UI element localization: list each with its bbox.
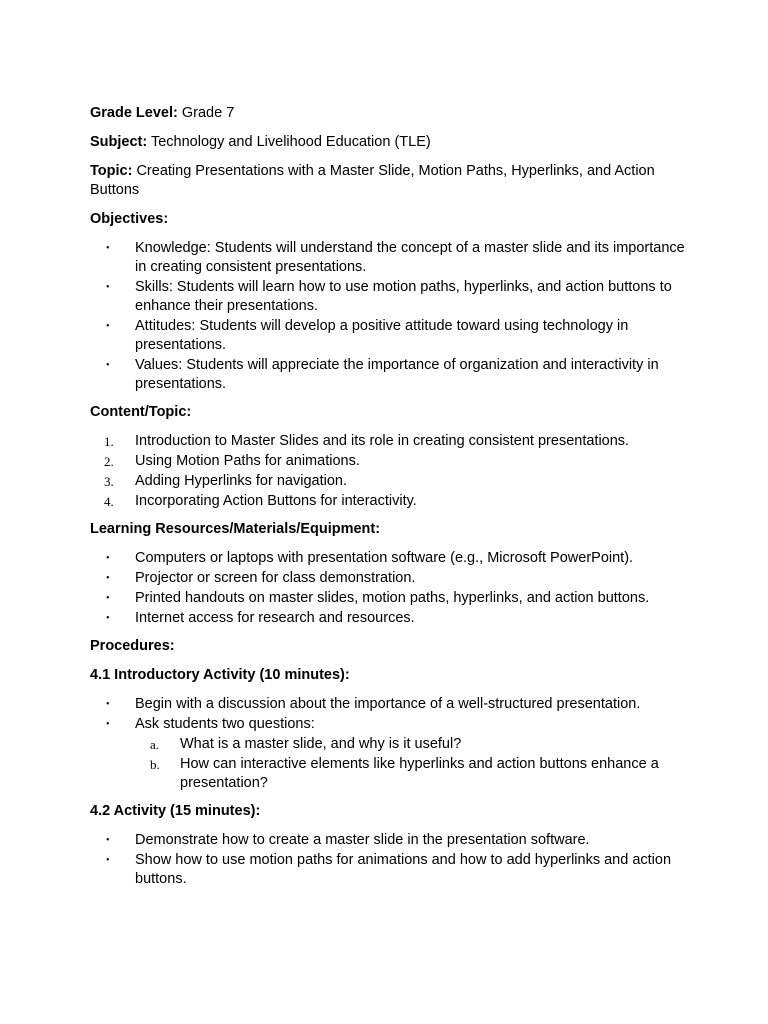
bullet-icon: • <box>106 593 110 604</box>
list-item: 1. Introduction to Master Slides and its role in creating consistent presentations. <box>104 433 630 449</box>
list-letter: b. <box>150 757 160 772</box>
list-item: • Show how to use motion paths for animations and how to add hyperlinks and action buttons. <box>106 852 672 887</box>
resources-list <box>90 549 690 628</box>
list-item: • Computers or laptops with presentation software (e.g., Microsoft PowerPoint). <box>106 550 634 566</box>
content-topic-heading: Content/Topic: <box>90 404 192 420</box>
bullet-icon: • <box>106 699 110 710</box>
list-item: • Demonstrate how to create a master slide in the presentation software. <box>106 832 590 848</box>
subject-value: Technology and Livelihood Education (TLE) <box>150 134 431 150</box>
bullet-icon: • <box>106 719 110 730</box>
activity-list <box>90 831 690 889</box>
list-item: • Begin with a discussion about the importance of a well-structured presentation. <box>106 696 641 712</box>
subject <box>90 133 690 152</box>
list-item: 3. Adding Hyperlinks for navigation. <box>104 473 347 489</box>
intro-activity-list <box>90 695 690 793</box>
grade-level-value: Grade 7 <box>181 105 235 121</box>
grade-level <box>90 104 690 123</box>
objectives-heading: Objectives: <box>90 211 169 227</box>
list-item: 4. Incorporating Action Buttons for interactivity. <box>104 493 417 509</box>
list-item: 2. Using Motion Paths for animations. <box>104 453 360 469</box>
list-item: • Skills: Students will learn how to use motion paths, hyperlinks, and action buttons to enhance their presentations. <box>106 279 672 314</box>
activity-heading: 4.2 Activity (15 minutes): <box>90 803 261 819</box>
list-number: 1. <box>104 434 114 449</box>
list-number: 2. <box>104 454 114 469</box>
bullet-icon: • <box>106 855 110 866</box>
bullet-icon: • <box>106 835 110 846</box>
list-item: • Knowledge: Students will understand the concept of a master slide and its importance in creating consistent presentations. <box>106 240 685 275</box>
list-letter: a. <box>150 737 160 752</box>
bullet-icon: • <box>106 573 110 584</box>
bullet-icon: • <box>106 553 110 564</box>
intro-activity-heading: 4.1 Introductory Activity (10 minutes): <box>90 667 350 683</box>
topic <box>90 162 690 200</box>
bullet-icon: • <box>106 243 110 254</box>
objectives-list <box>90 239 690 394</box>
bullet-icon: • <box>106 360 110 371</box>
list-item: • Internet access for research and resources. <box>106 610 415 626</box>
list-item: • Attitudes: Students will develop a positive attitude toward using technology in presentations. <box>106 318 629 353</box>
list-item: • Ask students two questions: a. What is a master slide, and why is it useful? b. How can interactive elements like hyperlinks and action buttons enhance a presentation? <box>90 715 690 793</box>
questions-list <box>135 735 690 793</box>
bullet-icon: • <box>106 321 110 332</box>
list-item: a. What is a master slide, and why is it useful? <box>150 736 462 752</box>
list-number: 4. <box>104 494 114 509</box>
subject-label: Subject: <box>90 134 148 150</box>
lesson-plan <box>90 104 690 898</box>
list-item: b. How can interactive elements like hyperlinks and action buttons enhance a presentation? <box>150 756 659 791</box>
topic-value: Creating Presentations with a Master Slide, Motion Paths, Hyperlinks, and Action Buttons <box>90 163 655 198</box>
bullet-icon: • <box>106 613 110 624</box>
bullet-icon: • <box>106 282 110 293</box>
resources-heading: Learning Resources/Materials/Equipment: <box>90 521 381 537</box>
procedures-heading: Procedures: <box>90 638 175 654</box>
content-topic-list <box>90 432 690 511</box>
topic-label: Topic: <box>90 163 133 179</box>
list-number: 3. <box>104 474 114 489</box>
grade-level-label: Grade Level: <box>90 105 178 121</box>
list-item: • Printed handouts on master slides, motion paths, hyperlinks, and action buttons. <box>106 590 650 606</box>
list-item: • Projector or screen for class demonstration. <box>106 570 416 586</box>
list-item: • Values: Students will appreciate the importance of organization and interactivity in presentations. <box>106 357 659 392</box>
